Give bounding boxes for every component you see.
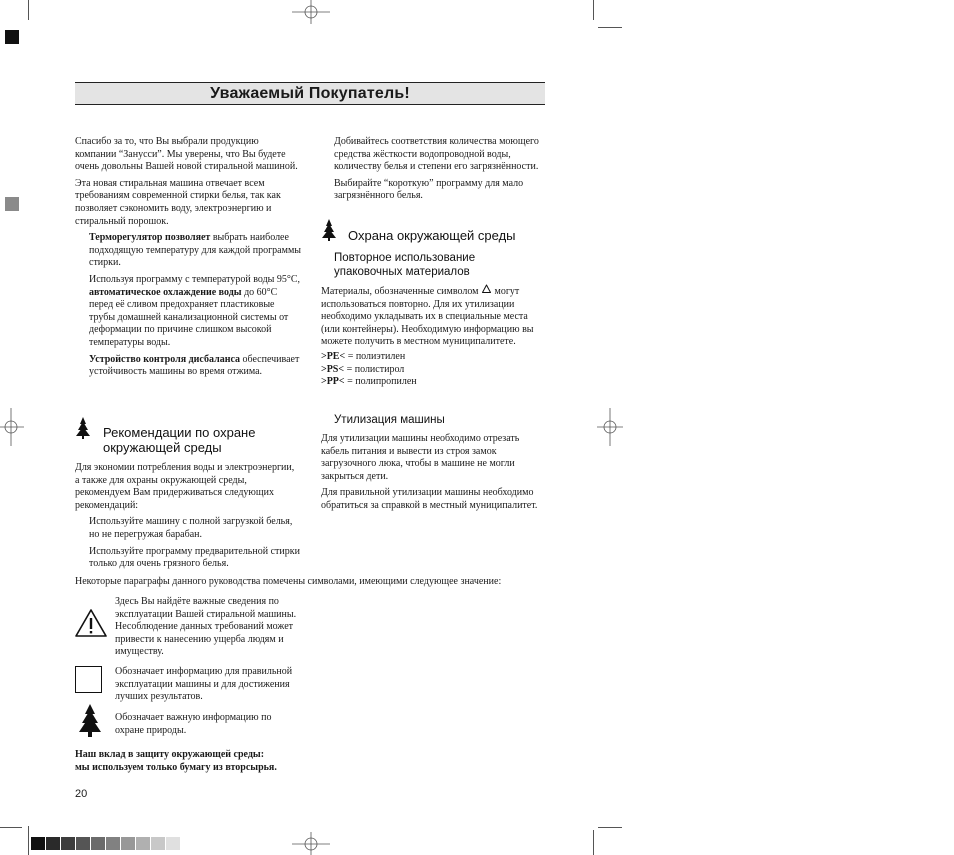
recycle-symbol-icon <box>481 284 492 295</box>
cooling-paragraph: Используя программу с температурой воды 95°C, автоматическое охлаждение воды до 60°C перед её сливом предохраняет пластиковые трубы домашней канализационной системы от деформации по причине слишком высокой температуры воды. <box>89 273 301 348</box>
marker-square-black <box>5 30 19 44</box>
tree-icon <box>76 417 90 439</box>
color-swatch <box>136 837 150 850</box>
color-swatch <box>46 837 60 850</box>
tree-icon <box>322 219 336 241</box>
eco-section <box>75 462 301 575</box>
column-right-top <box>334 136 544 207</box>
eco-item-1: Используйте машину с полной загрузкой белья, но не перегружая барабан. <box>89 516 293 540</box>
color-swatch <box>121 837 135 850</box>
color-swatch <box>61 837 75 850</box>
registration-mark-right-icon <box>597 408 623 446</box>
detergent-paragraph: Добивайтесь соответствия количества моющего средства жёсткости водопроводной воды, количеству белья и степени его загрязнённости. <box>334 136 539 173</box>
warning-text: Здесь Вы найдёте важные сведения по эксплуатации Вашей стиральной машины. Несоблюдение данных требований может привести к нанесению ущерба людям и имуществу. <box>115 596 297 658</box>
page-title-bar <box>75 82 545 105</box>
short-program-paragraph: Выбирайте “короткую” программу для мало загрязнённого белья. <box>334 177 524 202</box>
recycled-paper-note: Наш вклад в защиту окружающей среды: мы используем только бумагу из вторсырья. <box>75 749 277 773</box>
eco-item-2: Используйте программу предварительной стирки только для очень грязного белья. <box>89 545 300 570</box>
nature-text: Обозначает важную информацию по охране природы. <box>115 712 272 736</box>
color-swatch <box>91 837 105 850</box>
color-swatch <box>76 837 90 850</box>
color-swatch <box>151 837 165 850</box>
recycle-section <box>321 284 536 389</box>
marker-square-gray <box>5 197 19 211</box>
recycle-heading: Повторное использование упаковочных материалов <box>334 252 476 278</box>
warning-icon <box>74 608 108 638</box>
eco-heading: Рекомендации по охране окружающей среды <box>103 425 256 455</box>
recycle-text: Материалы, обозначенные символом могут использоваться повторно. Для их утилизации необходимо укладывать их в специальные места (или контейнеры). Необходимую информацию вы можете получить в местном муниципалитете. <box>321 286 534 348</box>
intro-paragraph-2: Эта новая стиральная машина отвечает всем требованиям современной стирки белья, так как позволяет сэкономить воду, электроэнергию и стиральный порошок. <box>75 177 281 227</box>
eco-text: Для экономии потребления воды и электроэнергии, а также для охраны окружающей среды, рекомендуем Вам придерживаться следующих рекомендаций: <box>75 462 295 511</box>
nature-tree-icon <box>77 704 103 742</box>
thermo-paragraph: Терморегулятор позволяет выбрать наиболее подходящую температуру для каждой программы стирки. <box>89 232 301 269</box>
disposal-paragraph-1: Для утилизации машины необходимо отрезать кабель питания и вывести из строя замок загрузочного люка, чтобы в машине не могли закрыться дети. <box>321 433 520 482</box>
symbols-intro: Некоторые параграфы данного руководства помечены символами, имеющими следующее значение: <box>75 576 502 587</box>
page-title: Уважаемый Покупатель! <box>210 84 410 102</box>
registration-mark-left-icon <box>0 408 24 446</box>
registration-mark-bottom-icon <box>292 832 330 855</box>
info-text: Обозначает информацию для правильной эксплуатации машины и для достижения лучших результатов. <box>115 666 293 703</box>
material-pp: >PP< = полипропилен <box>321 376 417 388</box>
column-left <box>75 136 301 383</box>
balance-paragraph: Устройство контроля дисбаланса обеспечивает устойчивость машины во время отжима. <box>89 353 300 378</box>
color-swatch <box>31 837 45 850</box>
color-swatch <box>166 837 180 850</box>
material-ps: >PS< = полистирол <box>321 363 405 375</box>
color-swatch <box>106 837 120 850</box>
disposal-section <box>321 433 546 517</box>
environment-heading: Охрана окружающей среды <box>348 228 516 243</box>
registration-mark-top-icon <box>292 0 330 24</box>
disposal-paragraph-2: Для правильной утилизации машины необходимо обратиться за справкой в местный муниципалитет. <box>321 487 538 511</box>
info-box-icon <box>75 666 102 693</box>
material-pe: >PE< = полиэтилен <box>321 350 406 362</box>
page-number: 20 <box>75 788 88 800</box>
intro-paragraph-1: Спасибо за то, что Вы выбрали продукцию компании “Занусси”. Мы уверены, что Вы будете очень довольны Вашей новой стиральной машиной. <box>75 136 298 173</box>
disposal-heading: Утилизация машины <box>334 414 445 426</box>
